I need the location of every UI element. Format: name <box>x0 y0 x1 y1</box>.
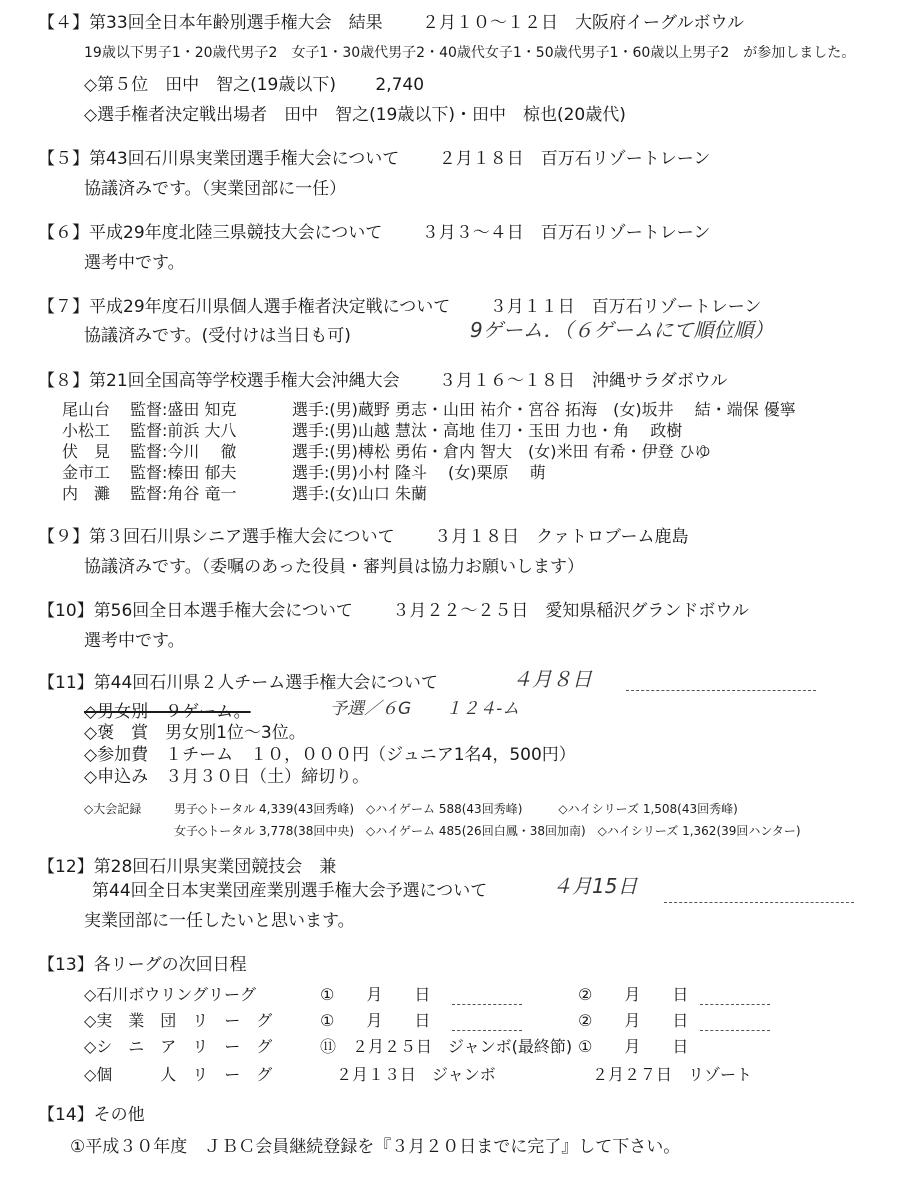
section-8-row: 小松工 監督:前浜 大八 選手:(男)山越 慧汰・高地 佳刀・玉田 力也・角 政樹 <box>62 421 683 440</box>
section-8-row: 内 灘 監督:角谷 竜一 選手:(女)山口 朱蘭 <box>62 484 427 503</box>
section-11-heading: 【11】第44回石川県２人チーム選手権大会について <box>38 673 438 693</box>
section-7-handwritten-note: 9ゲーム．（６ゲームにて順位順） <box>470 318 774 342</box>
section-11-struck-line: ◇男女別 ９ゲーム。 <box>84 702 251 722</box>
section-8-heading: 【８】第21回全国高等学校選手権大会沖縄大会 ３月１６～１８日 沖縄サラダボウル <box>38 371 728 391</box>
section-9-heading: 【９】第３回石川県シニア選手権大会について ３月１８日 クァトロブーム鹿島 <box>38 527 689 547</box>
section-14-heading: 【14】その他 <box>38 1105 145 1125</box>
league-second-date: ② 月 日 <box>578 1011 689 1030</box>
section-11-handwritten-date: ４月８日 <box>512 667 592 691</box>
section-12-heading: 【12】第28回石川県実業団競技会 兼 <box>38 857 337 877</box>
section-8-row: 金市工 監督:榛田 郁夫 選手:(男)小村 隆斗 (女)栗原 萌 <box>62 463 546 482</box>
league-name: ◇実 業 団 リ ー グ <box>84 1011 273 1030</box>
section-4-finalists: ◇選手権者決定戦出場者 田中 智之(19歳以下)・田中 椋也(20歳代) <box>84 105 626 125</box>
section-12-handwritten-date: ４月15日 <box>552 874 638 898</box>
section-11-record-men: 男子◇トータル 4,339(43回秀峰) ◇ハイゲーム 588(43回秀峰) ◇ハイシリーズ 1,508(43回秀峰) <box>174 802 738 816</box>
section-13-heading: 【13】各リーグの次回日程 <box>38 955 247 975</box>
section-5-body: 協議済みです。（実業団部に一任） <box>84 179 347 199</box>
section-6-body: 選考中です。 <box>84 253 185 273</box>
blank-line <box>452 1030 522 1031</box>
section-12-heading-2: 第44回全日本実業団産業別選手権大会予選について <box>92 881 488 901</box>
section-11-fee: ◇参加費 １チーム １０，０００円（ジュニア1名4，500円） <box>84 745 576 765</box>
section-11-handwritten-note: 予選／６G １２４-ム <box>330 699 520 719</box>
section-7-body: 協議済みです。(受付けは当日も可) <box>84 326 351 346</box>
league-second-date: ① 月 日 <box>578 1037 689 1056</box>
section-4-result: ◇第５位 田中 智之(19歳以下) 2,740 <box>84 75 425 95</box>
section-8-row: 伏 見 監督:今川 徹 選手:(男)榑松 勇佑・倉内 智大 (女)米田 有希・伊登 ひゆ <box>62 442 711 461</box>
league-second-date: ２月２７日 リゾート <box>592 1065 753 1084</box>
league-name: ◇個 人 リ ー グ <box>84 1065 273 1084</box>
section-10-heading: 【10】第56回全日本選手権大会について ３月２２～２５日 愛知県稲沢グランドボウル <box>38 601 749 621</box>
league-first-date: ① 月 日 <box>320 985 431 1004</box>
blank-line <box>626 690 816 691</box>
league-first-date: ① 月 日 <box>320 1011 431 1030</box>
section-9-body: 協議済みです。（委嘱のあった役員・審判員は協力お願いします） <box>84 557 584 577</box>
blank-line <box>700 1004 770 1005</box>
league-first-date: ２月１３日 ジャンボ <box>320 1065 496 1084</box>
section-12-body: 実業団部に一任したいと思います。 <box>84 911 355 931</box>
section-14-body: ①平成３０年度 ＪＢＣ会員継続登録を『３月２０日までに完了』して下さい。 <box>70 1137 681 1157</box>
section-11-apply: ◇申込み ３月３０日（土）締切り。 <box>84 767 370 787</box>
section-8-row: 尾山台 監督:盛田 知克 選手:(男)蔵野 勇志・山田 祐介・宮谷 拓海 (女)坂井 結・端保 優寧 <box>62 400 796 419</box>
section-11-record-label: ◇大会記録 <box>84 802 142 816</box>
section-4-heading: 【４】第33回全日本年齢別選手権大会 結果 ２月１０～１２日 大阪府イーグルボウル <box>38 13 745 33</box>
league-name: ◇シ ニ ア リ ー グ <box>84 1037 273 1056</box>
section-4-participants: 19歳以下男子1・20歳代男子2 女子1・30歳代男子2・40歳代女子1・50歳代男子1・60歳以上男子2 が参加しました。 <box>84 45 856 61</box>
blank-line <box>664 902 854 903</box>
league-name: ◇石川ボウリングリーグ <box>84 985 256 1004</box>
section-11-award: ◇褒 賞 男女別1位～3位。 <box>84 723 306 743</box>
section-10-body: 選考中です。 <box>84 631 185 651</box>
league-first-date: ⑪ ２月２５日 ジャンボ(最終節) <box>320 1037 573 1056</box>
blank-line <box>700 1030 770 1031</box>
section-5-heading: 【５】第43回石川県実業団選手権大会について ２月１８日 百万石リゾートレーン <box>38 149 711 169</box>
league-second-date: ② 月 日 <box>578 985 689 1004</box>
section-7-heading: 【７】平成29年度石川県個人選手権者決定戦について ３月１１日 百万石リゾートレーン <box>38 297 762 317</box>
section-11-record-women: 女子◇トータル 3,778(38回中央) ◇ハイゲーム 485(26回白鳳・38回加南) ◇ハイシリーズ 1,362(39回ハンター) <box>174 824 801 838</box>
blank-line <box>452 1004 522 1005</box>
section-6-heading: 【６】平成29年度北陸三県競技大会について ３月３～４日 百万石リゾートレーン <box>38 223 711 243</box>
